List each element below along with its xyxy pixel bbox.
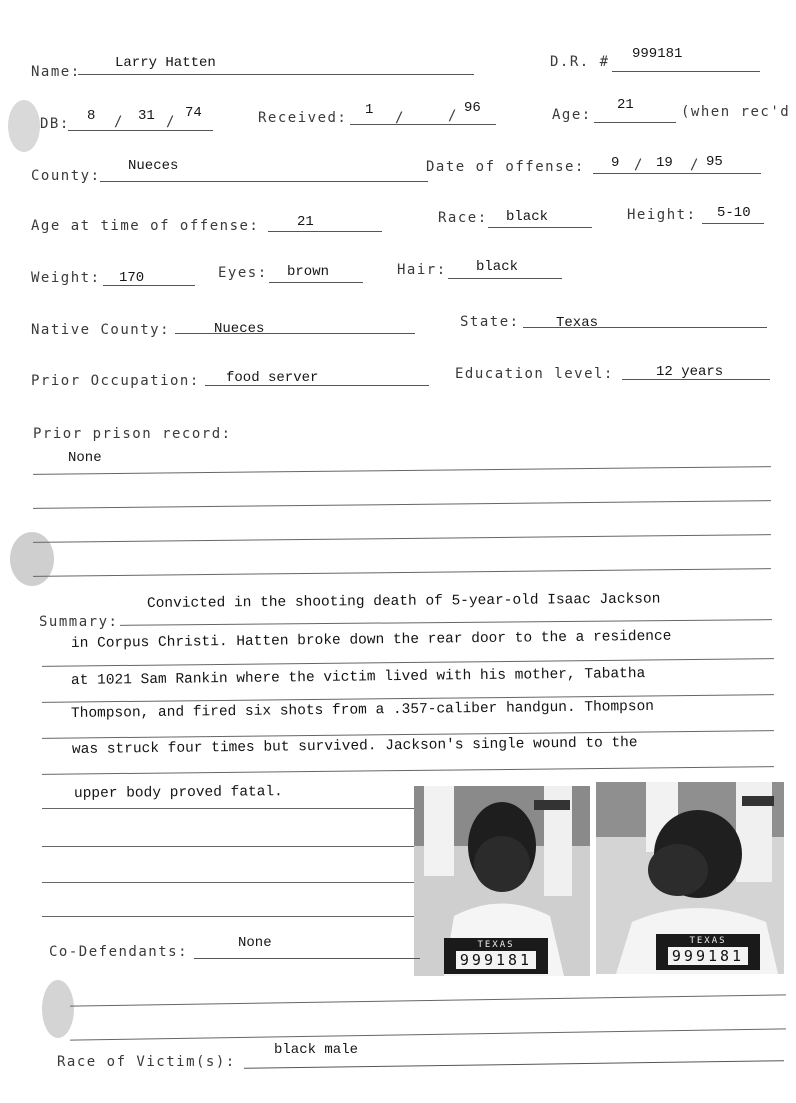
dob-underline bbox=[68, 130, 213, 131]
native-county-value: Nueces bbox=[214, 321, 265, 337]
eyes-label: Eyes: bbox=[218, 265, 268, 281]
race-value: black bbox=[506, 209, 549, 225]
hair-underline bbox=[448, 278, 562, 279]
name-label: Name: bbox=[31, 64, 81, 80]
prior-occupation-underline bbox=[205, 385, 429, 386]
co-defendants-underline bbox=[194, 958, 420, 959]
plate-number-profile: 999181 bbox=[668, 947, 748, 965]
eyes-value: brown bbox=[287, 264, 330, 280]
age-note: (when rec'd bbox=[681, 104, 791, 120]
height-label: Height: bbox=[627, 207, 697, 223]
dob-label: DB: bbox=[40, 116, 70, 132]
prior-occupation-value: food server bbox=[226, 370, 319, 386]
summary-line-4: Thompson, and fired six shots from a .357-caliber handgun. Thompson bbox=[70, 698, 655, 722]
height-underline bbox=[702, 223, 764, 224]
date-offense-underline bbox=[593, 173, 761, 174]
record-line-2 bbox=[33, 500, 771, 509]
age-label: Age: bbox=[552, 107, 592, 123]
summary-rule-8 bbox=[42, 882, 417, 883]
summary-rule-6 bbox=[42, 808, 417, 809]
county-underline bbox=[100, 181, 428, 182]
received-underline bbox=[350, 124, 496, 125]
hair-label: Hair: bbox=[397, 262, 447, 278]
co-defendants-label: Co-Defendants: bbox=[49, 944, 189, 960]
race-label: Race: bbox=[438, 210, 488, 226]
native-county-underline bbox=[175, 333, 415, 334]
education-underline bbox=[622, 379, 770, 380]
dob-day: 31 bbox=[138, 108, 155, 124]
state-label: State: bbox=[460, 314, 520, 330]
dob-year: 74 bbox=[185, 105, 202, 121]
state-underline bbox=[523, 327, 767, 328]
inmate-record-page: Name: Larry Hatten D.R. # 999181 DB: 8 / 31 / 74 Received: 1 / / 96 Age: 21 (when rec'd County: Nueces Date of offense: 9 / 19 / 95 Age at time of offense: 21 Race: black Height: 5-10 Weight: 170 Eyes: brown Hair: black Native County: Nueces State: Texas Prior Occupation: food server Education level: 12 years Prior prison record: None Summary: Convicted in the shooting death of 5-year-old Isaac Jackson in Corpus Christi. Hatten broke down the rear door to the a residence at 1021 Sam Rankin where the victim lived with his mother, Tabatha Thompson, and fired six shots from a .357-caliber handgun. Thompson was struck four times but survived. Jackson's single wound to the upper body proved fatal. TEXAS 999181 TEXAS 999181 Co-Defendants: None Race of Victim(s): black male bbox=[0, 0, 796, 1103]
prior-record-label: Prior prison record: bbox=[33, 426, 232, 442]
age-offense-label: Age at time of offense: bbox=[31, 218, 260, 234]
name-value: Larry Hatten bbox=[115, 55, 216, 71]
summary-line-1: Convicted in the shooting death of 5-year-old Isaac Jackson bbox=[146, 591, 661, 612]
received-year: 96 bbox=[464, 100, 481, 116]
weight-value: 170 bbox=[119, 270, 145, 286]
weight-underline bbox=[103, 285, 195, 286]
received-label: Received: bbox=[258, 110, 348, 126]
hair-value: black bbox=[476, 259, 519, 275]
prior-record-value: None bbox=[68, 450, 102, 466]
offense-year: 95 bbox=[706, 154, 723, 170]
prior-occupation-label: Prior Occupation: bbox=[31, 373, 200, 389]
offense-day: 19 bbox=[656, 155, 673, 171]
binder-hole-middle bbox=[10, 532, 54, 586]
county-label: County: bbox=[31, 168, 101, 184]
offense-month: 9 bbox=[611, 155, 620, 171]
education-value: 12 years bbox=[656, 364, 724, 380]
summary-rule-7 bbox=[42, 846, 417, 847]
age-underline bbox=[594, 122, 676, 123]
county-value: Nueces bbox=[128, 158, 179, 174]
record-line-4 bbox=[33, 568, 771, 577]
mugshot-profile-plate bbox=[656, 934, 760, 970]
codef-rule-1 bbox=[70, 994, 786, 1006]
age-value: 21 bbox=[617, 97, 634, 113]
binder-hole-bottom bbox=[42, 980, 74, 1038]
name-underline bbox=[78, 74, 474, 75]
dr-underline bbox=[612, 71, 760, 72]
education-label: Education level: bbox=[455, 366, 614, 382]
summary-rule-9 bbox=[42, 916, 417, 917]
summary-line-2: in Corpus Christi. Hatten broke down the rear door to the a residence bbox=[70, 628, 672, 652]
binder-hole-top bbox=[8, 100, 40, 152]
plate-number: 999181 bbox=[456, 951, 536, 969]
race-victim-label: Race of Victim(s): bbox=[57, 1054, 236, 1070]
codef-rule-2 bbox=[70, 1028, 786, 1040]
race-victim-value: black male bbox=[274, 1042, 359, 1058]
summary-rule-2 bbox=[42, 658, 774, 667]
summary-line-6: upper body proved fatal. bbox=[73, 784, 283, 802]
mugshot-front-plate bbox=[444, 938, 548, 974]
mugshot-profile bbox=[596, 782, 784, 974]
weight-label: Weight: bbox=[31, 270, 101, 286]
race-underline bbox=[488, 227, 592, 228]
summary-line-5: was struck four times but survived. Jackson's single wound to the bbox=[71, 735, 638, 758]
summary-rule-1 bbox=[120, 619, 772, 626]
eyes-underline bbox=[269, 282, 363, 283]
plate-state-profile: TEXAS bbox=[689, 936, 727, 946]
record-line-1 bbox=[33, 466, 771, 475]
date-offense-label: Date of offense: bbox=[426, 159, 585, 175]
native-county-label: Native County: bbox=[31, 322, 171, 338]
received-month: 1 bbox=[365, 102, 374, 118]
state-value: Texas bbox=[556, 315, 599, 331]
co-defendants-value: None bbox=[238, 935, 272, 951]
plate-state: TEXAS bbox=[477, 940, 515, 950]
race-victim-underline bbox=[244, 1060, 784, 1069]
summary-rule-5 bbox=[42, 766, 774, 775]
summary-label: Summary: bbox=[39, 614, 119, 630]
dr-label: D.R. # bbox=[550, 54, 610, 70]
age-offense-value: 21 bbox=[297, 214, 314, 230]
dr-value: 999181 bbox=[632, 46, 683, 62]
summary-line-3: at 1021 Sam Rankin where the victim lived with his mother, Tabatha bbox=[70, 665, 646, 689]
record-line-3 bbox=[33, 534, 771, 543]
dob-month: 8 bbox=[87, 108, 96, 124]
age-offense-underline bbox=[268, 231, 382, 232]
mugshot-front bbox=[414, 786, 590, 976]
height-value: 5-10 bbox=[717, 205, 751, 221]
